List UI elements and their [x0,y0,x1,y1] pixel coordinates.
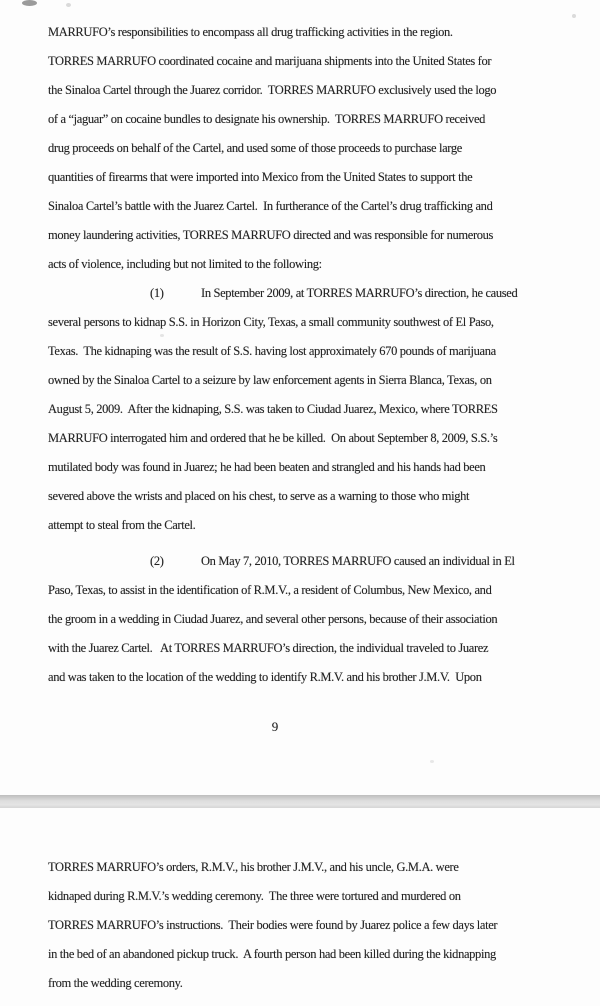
document-text-line: severed above the wrists and placed on his chest, to serve as a warning to those who might [48,489,470,503]
document-text-line: Paso, Texas, to assist in the identification of R.M.V., a resident of Columbus, New Mexico, and [48,583,492,597]
document-text-line: quantities of firearms that were imported into Mexico from the United States to support the [48,170,473,184]
paragraph-number: (2) [150,554,164,568]
document-text-line: and was taken to the location of the wedding to identify R.M.V. and his brother J.M.V. Upon [48,670,482,684]
document-text-line: mutilated body was found in Juarez; he had been beaten and strangled and his hands had been [48,460,486,474]
document-text-line: of a “jaguar” on cocaine bundles to designate his ownership. TORRES MARRUFO received [48,112,486,126]
page-number: 9 [271,719,279,734]
document-text-line: drug proceeds on behalf of the Cartel, and used some of those proceeds to purchase large [48,141,462,155]
document-text-line: in the bed of an abandoned pickup truck. A fourth person had been killed during the kidnapping [48,947,496,961]
document-text-line: attempt to steal from the Cartel. [48,518,196,532]
document-text-line: owned by the Sinaloa Cartel to a seizure by law enforcement agents in Sierra Blanca, Texas, on [48,373,492,387]
paragraph-text: On May 7, 2010, TORRES MARRUFO caused an individual in El [201,554,515,568]
paragraph-number: (1) [150,286,164,300]
document-text-line: Texas. The kidnaping was the result of S.S. having lost approximately 670 pounds of marijuana [48,344,496,358]
document-text-line: several persons to kidnap S.S. in Horizon City, Texas, a small community southwest of El Paso, [48,315,494,329]
paragraph-text: In September 2009, at TORRES MARRUFO’s direction, he caused [201,286,518,300]
document-text-line: the Sinaloa Cartel through the Juarez corridor. TORRES MARRUFO exclusively used the logo [48,83,497,97]
document-text-line: TORRES MARRUFO’s orders, R.M.V., his brother J.M.V., and his uncle, G.M.A. were [48,860,459,874]
document-text-line: August 5, 2009. After the kidnaping, S.S. was taken to Ciudad Juarez, Mexico, where TORRES [48,402,498,416]
page-1-body-text [48,18,600,692]
document-text-line: the groom in a wedding in Ciudad Juarez, and several other persons, because of their association [48,612,498,626]
document-text-line: TORRES MARRUFO coordinated cocaine and marijuana shipments into the United States for [48,54,492,68]
document-text-line: from the wedding ceremony. [48,976,183,990]
document-text-line: kidnaped during R.M.V.’s wedding ceremony. The three were tortured and murdered on [48,889,461,903]
page-2-body-text [48,853,600,998]
document-text-line: money laundering activities, TORRES MARRUFO directed and was responsible for numerous [48,228,494,242]
document-text-line: acts of violence, including but not limited to the following: [48,257,322,271]
document-text-line: MARRUFO’s responsibilities to encompass all drug trafficking activities in the region. [48,25,453,39]
document-text-line: Sinaloa Cartel’s battle with the Juarez Cartel. In furtherance of the Cartel’s drug trafficking and [48,199,493,213]
document-text-line [48,279,600,308]
document-page-2 [0,808,600,1006]
document-text-line: with the Juarez Cartel. At TORRES MARRUFO’s direction, the individual traveled to Juarez [48,641,489,655]
document-text-line: TORRES MARRUFO’s instructions. Their bodies were found by Juarez police a few days later [48,918,498,932]
document-text-line [48,547,600,576]
document-text-line: MARRUFO interrogated him and ordered that he be killed. On about September 8, 2009, S.S.’s [48,431,498,445]
page-separator [0,795,600,808]
